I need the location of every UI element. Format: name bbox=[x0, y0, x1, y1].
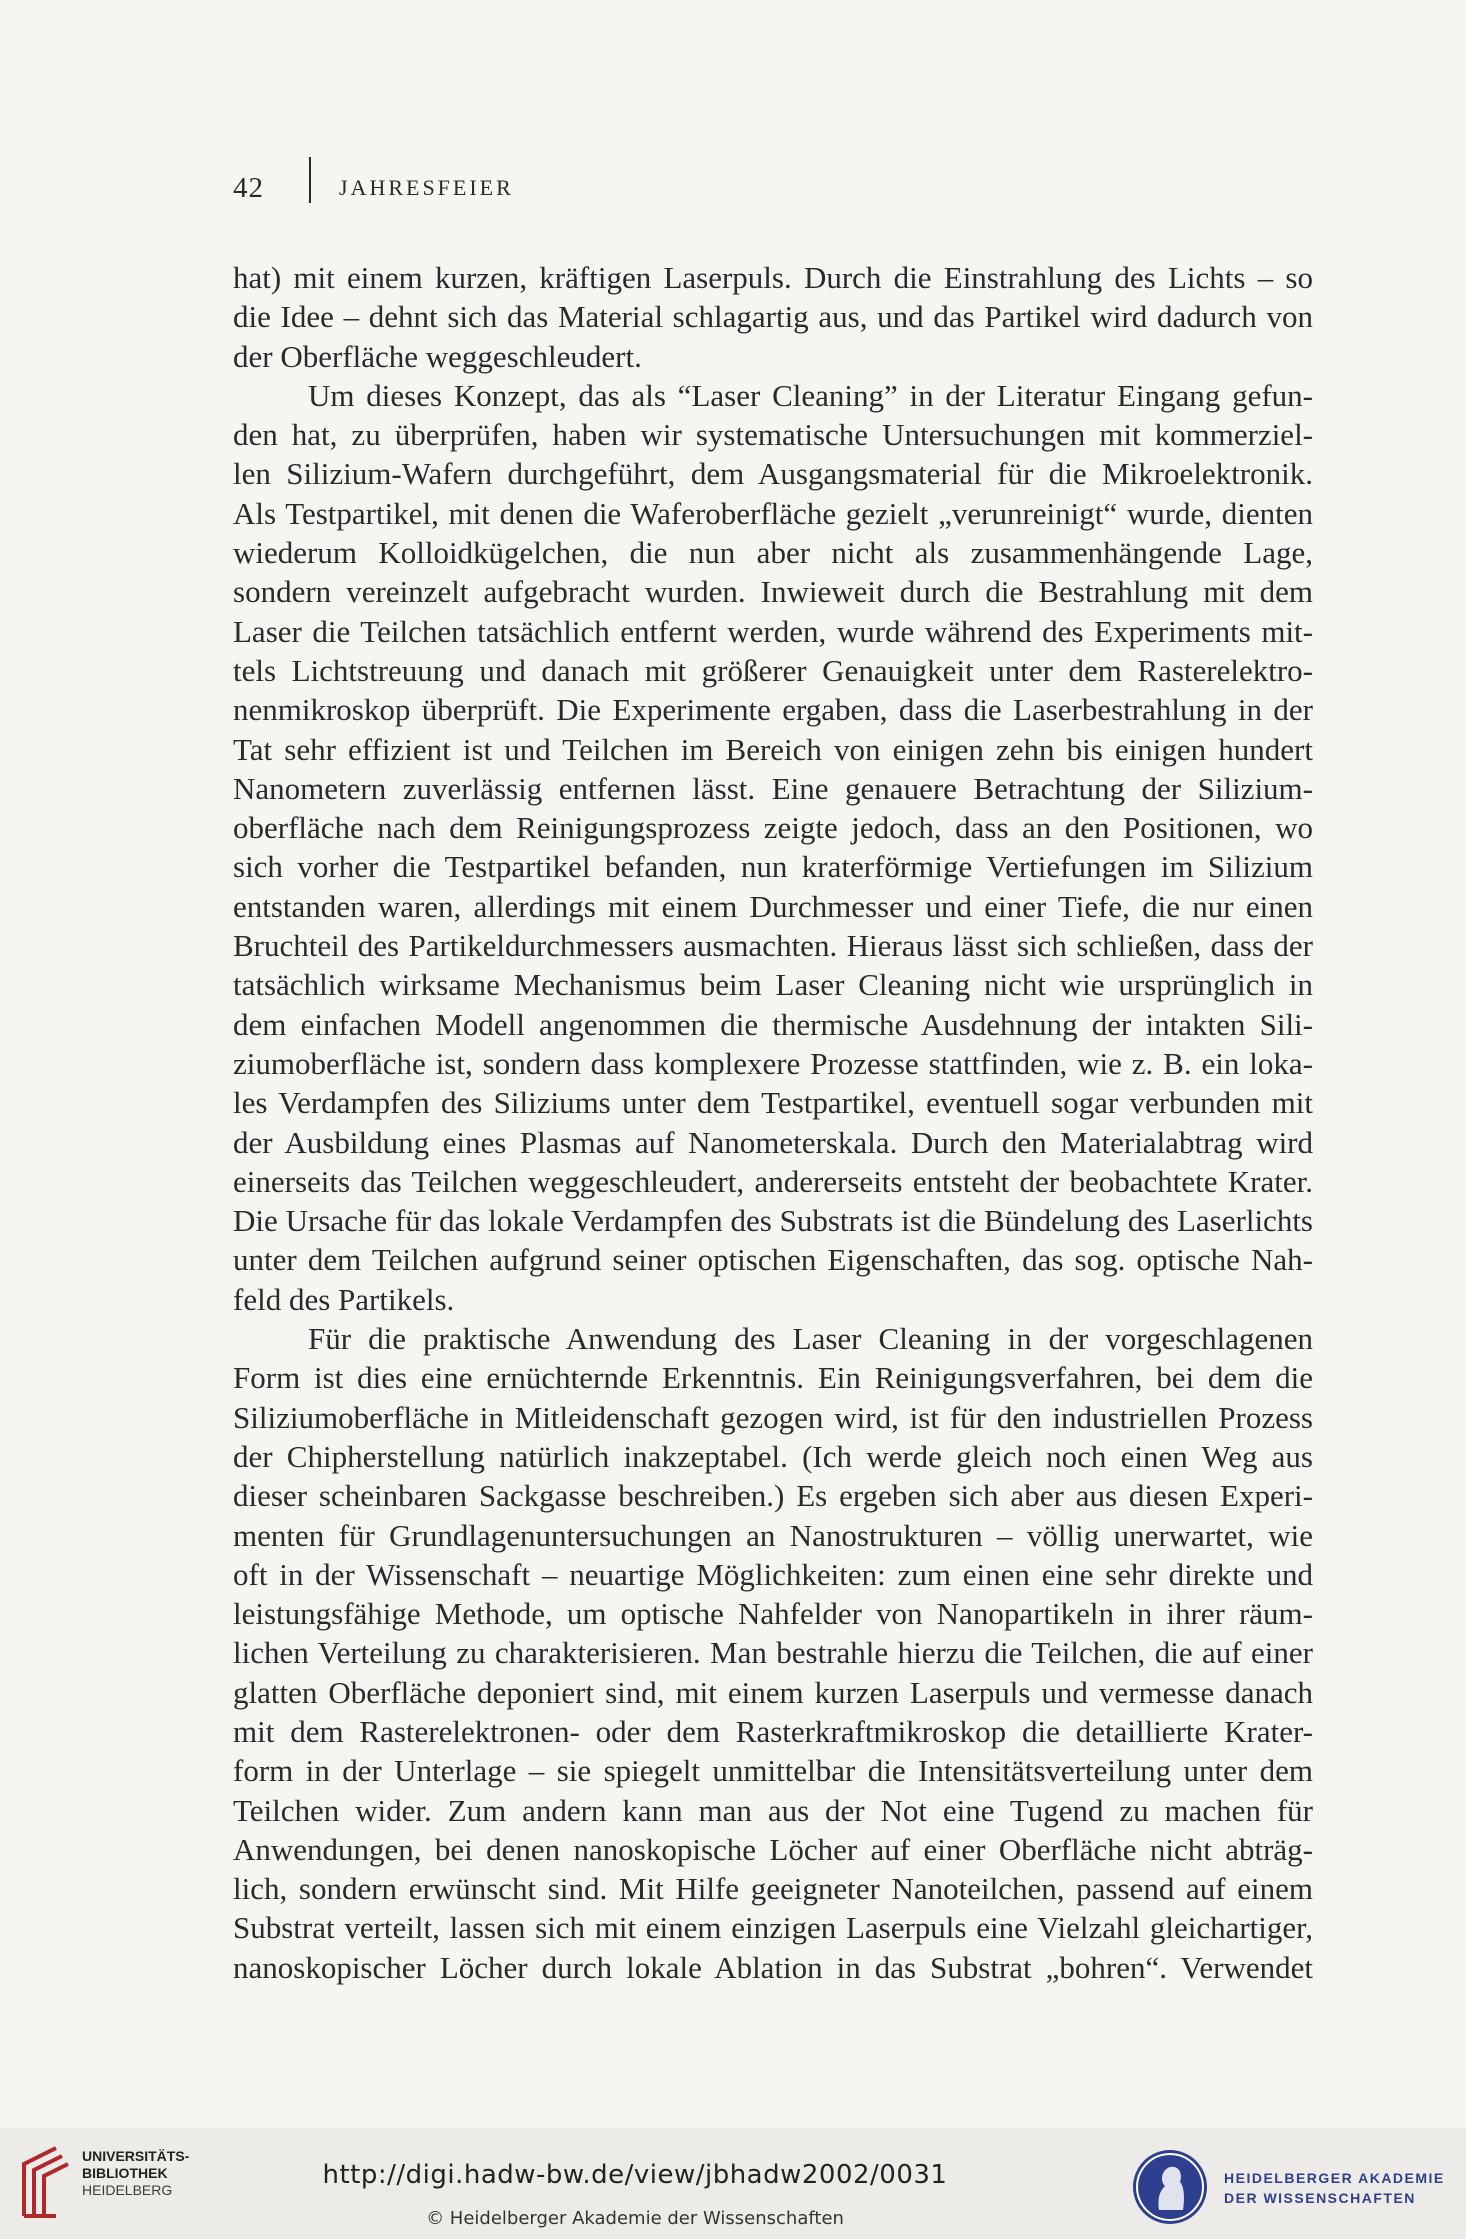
text-line: der Oberfläche weggeschleudert. bbox=[233, 338, 642, 374]
library-name-line: HEIDELBERG bbox=[82, 2182, 173, 2198]
text-line: tels Lichtstreuung und danach mit größerer Genauigkeit unter dem Rasterelektro- bbox=[233, 652, 1313, 688]
text-line: Um dieses Konzept, das als “Laser Cleaning” in der Literatur Eingang gefun- bbox=[308, 377, 1313, 413]
library-name-line: BIBLIOTHEK bbox=[82, 2165, 168, 2181]
text-line: leistungsfähige Methode, um optische Nahfelder von Nanopartikeln in ihrer räum- bbox=[233, 1596, 1313, 1632]
text-line: entstanden waren, allerdings mit einem Durchmesser und einer Tiefe, die nur einen bbox=[233, 888, 1313, 924]
library-name bbox=[82, 2148, 189, 2199]
digitization-footer bbox=[0, 2128, 1466, 2239]
header-divider bbox=[309, 157, 311, 203]
text-line: nanoskopischer Löcher durch lokale Ablation in das Substrat „bohren“. Verwendet bbox=[233, 1949, 1313, 1985]
text-line: den hat, zu überprüfen, haben wir systematische Untersuchungen mit kommerziel- bbox=[233, 417, 1313, 453]
text-line: tatsächlich wirksame Mechanismus beim Laser Cleaning nicht wie ursprünglich in bbox=[233, 967, 1313, 1003]
text-line: Als Testpartikel, mit denen die Waferoberfläche gezielt „verunreinigt“ wurde, dienten bbox=[233, 495, 1313, 531]
text-line: menten für Grundlagenuntersuchungen an Nanostrukturen – völlig unerwartet, wie bbox=[233, 1517, 1313, 1553]
text-line: mit dem Rasterelektronen- oder dem Rasterkraftmikroskop die detaillierte Krater- bbox=[233, 1713, 1313, 1749]
text-line: oft in der Wissenschaft – neuartige Möglichkeiten: zum einen eine sehr direkte und bbox=[233, 1556, 1313, 1592]
page-number: 42 bbox=[233, 171, 264, 204]
text-line: les Verdampfen des Siliziums unter dem Testpartikel, eventuell sogar verbunden mit bbox=[233, 1085, 1313, 1121]
text-line: einerseits das Teilchen weggeschleudert, andererseits entsteht der beobachtete Krater. bbox=[233, 1163, 1313, 1199]
text-line: dem einfachen Modell angenommen die thermische Ausdehnung der intakten Sili- bbox=[233, 1006, 1313, 1042]
text-line: der Ausbildung eines Plasmas auf Nanometerskala. Durch den Materialabtrag wird bbox=[233, 1124, 1313, 1160]
text-line: ziumoberfläche ist, sondern dass komplexere Prozesse stattfinden, wie z. B. ein loka- bbox=[233, 1045, 1313, 1081]
text-line: lichen Verteilung zu charakterisieren. Man bestrahle hierzu die Teilchen, die auf einer bbox=[233, 1635, 1313, 1671]
copyright-notice: © Heidelberger Akademie der Wissenschaften bbox=[426, 2208, 844, 2229]
text-line: Die Ursache für das lokale Verdampfen des Substrats ist die Bündelung des Laserlichts bbox=[233, 1203, 1313, 1239]
text-line: sondern vereinzelt aufgebracht wurden. Inwieweit durch die Bestrahlung mit dem bbox=[233, 574, 1313, 610]
text-line: Für die praktische Anwendung des Laser Cleaning in der vorgeschlagenen bbox=[308, 1321, 1313, 1357]
text-line: Tat sehr effizient ist und Teilchen im Bereich von einigen zehn bis einigen hundert bbox=[233, 731, 1313, 767]
text-line: glatten Oberfläche deponiert sind, mit einem kurzen Laserpuls und vermesse danach bbox=[233, 1674, 1313, 1710]
text-line: wiederum Kolloidkügelchen, die nun aber nicht als zusammenhängende Lage, bbox=[233, 535, 1313, 571]
running-head: JAHRESFEIER bbox=[339, 175, 514, 200]
academy-name-line: DER WISSENSCHAFTEN bbox=[1224, 2190, 1416, 2206]
academy-name bbox=[1224, 2168, 1445, 2208]
text-line: lich, sondern erwünscht sind. Mit Hilfe geeigneter Nanoteilchen, passend auf einem bbox=[233, 1871, 1313, 1907]
text-line: Anwendungen, bei denen nanoskopische Löcher auf einer Oberfläche nicht abträg- bbox=[233, 1831, 1313, 1867]
text-line: die Idee – dehnt sich das Material schlagartig aus, und das Partikel wird dadurch von bbox=[233, 299, 1313, 335]
text-line: hat) mit einem kurzen, kräftigen Laserpuls. Durch die Einstrahlung des Lichts – so bbox=[233, 260, 1313, 295]
text-line: dieser scheinbaren Sackgasse beschreiben.) Es ergeben sich aber aus diesen Experi- bbox=[233, 1478, 1313, 1514]
ub-heidelberg-logo-icon bbox=[16, 2146, 72, 2218]
text-line: feld des Partikels. bbox=[233, 1281, 455, 1317]
academy-seal-icon bbox=[1133, 2150, 1207, 2224]
text-line: Substrat verteilt, lassen sich mit einem einzigen Laserpuls eine Vielzahl gleichartiger, bbox=[233, 1910, 1313, 1946]
body-text bbox=[233, 258, 1313, 1987]
text-line: Form ist dies eine ernüchternde Erkenntnis. Ein Reinigungsverfahren, bei dem die bbox=[233, 1360, 1313, 1396]
text-line: sich vorher die Testpartikel befanden, nun kraterförmige Vertiefungen im Silizium bbox=[233, 849, 1313, 885]
page-header bbox=[233, 165, 514, 211]
text-line: nenmikroskop überprüft. Die Experimente ergaben, dass die Laserbestrahlung in der bbox=[233, 692, 1313, 728]
permalink-url[interactable]: http://digi.hadw-bw.de/view/jbhadw2002/0031 bbox=[322, 2160, 948, 2190]
text-line: unter dem Teilchen aufgrund seiner optischen Eigenschaften, das sog. optische Nah- bbox=[233, 1242, 1313, 1278]
text-line: Bruchteil des Partikeldurchmessers ausmachten. Hieraus lässt sich schließen, dass der bbox=[233, 928, 1313, 964]
text-line: form in der Unterlage – sie spiegelt unmittelbar die Intensitätsverteilung unter dem bbox=[233, 1753, 1313, 1789]
text-line: Siliziumoberfläche in Mitleidenschaft gezogen wird, ist für den industriellen Prozess bbox=[233, 1399, 1313, 1435]
text-line: Teilchen wider. Zum andern kann man aus der Not eine Tugend zu machen für bbox=[233, 1792, 1313, 1828]
text-line: der Chipherstellung natürlich inakzeptabel. (Ich werde gleich noch einen Weg aus bbox=[233, 1438, 1313, 1474]
academy-name-line: HEIDELBERGER AKADEMIE bbox=[1224, 2170, 1445, 2186]
text-line: oberfläche nach dem Reinigungsprozess zeigte jedoch, dass an den Positionen, wo bbox=[233, 810, 1313, 846]
library-name-line: UNIVERSITÄTS- bbox=[82, 2148, 190, 2164]
text-line: Nanometern zuverlässig entfernen lässt. Eine genauere Betrachtung der Silizium- bbox=[233, 770, 1313, 806]
text-line: len Silizium-Wafern durchgeführt, dem Ausgangsmaterial für die Mikroelektronik. bbox=[233, 456, 1313, 492]
text-line: Laser die Teilchen tatsächlich entfernt werden, wurde während des Experiments mit- bbox=[233, 613, 1313, 649]
